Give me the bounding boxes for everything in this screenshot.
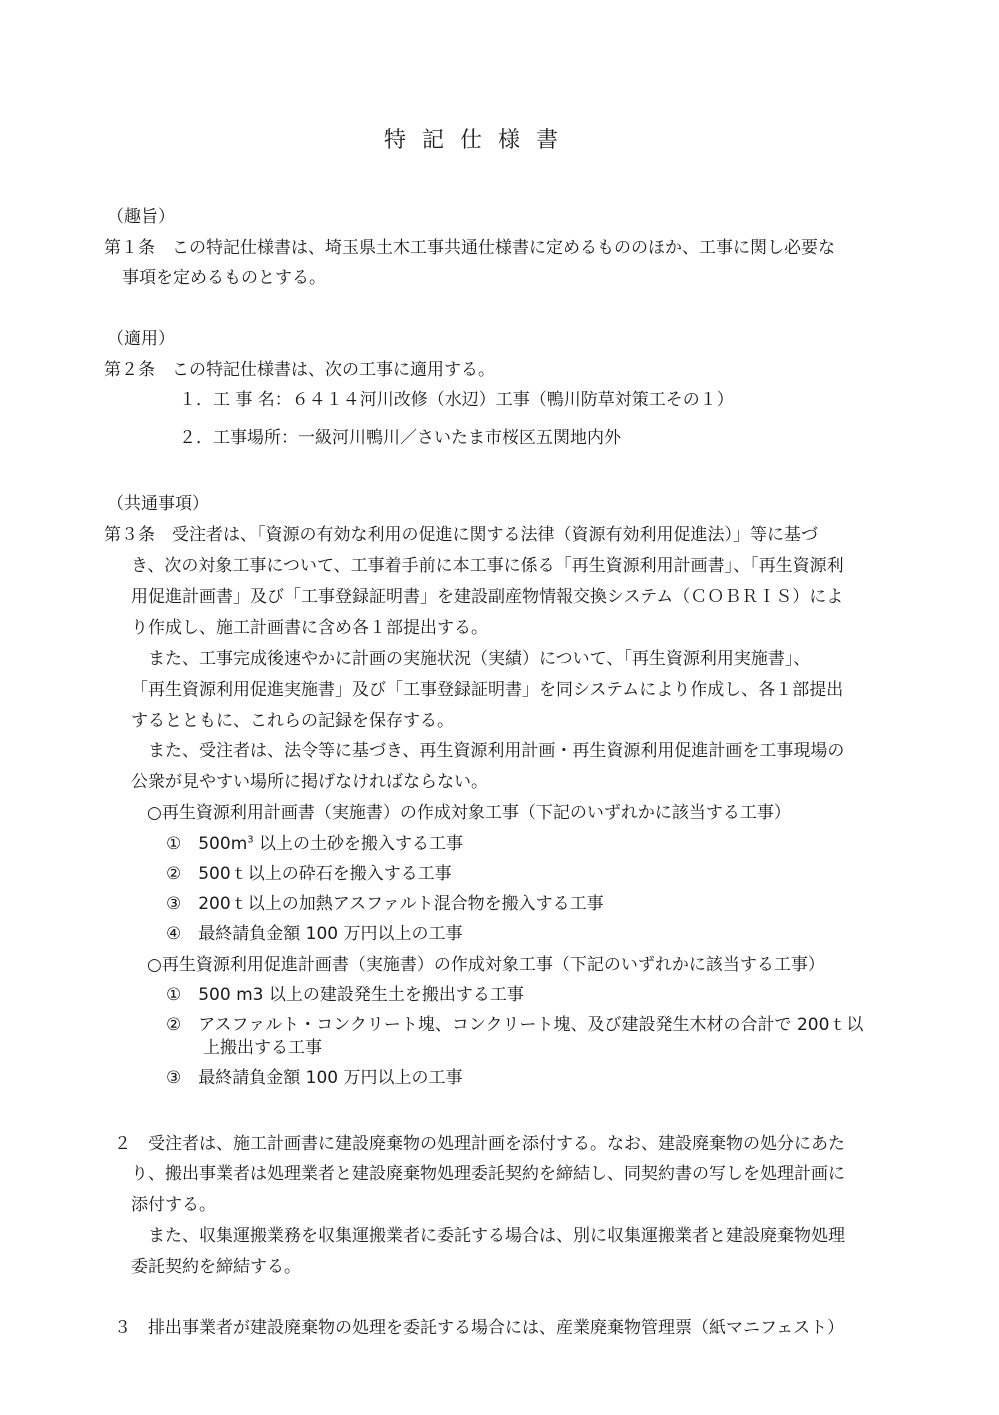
art3-p2-line1: また、工事完成後速やかに計画の実施状況（実績）について、「再生資源利用実施書」、	[148, 649, 811, 669]
art2-heading: （適用）	[107, 329, 175, 349]
list-b-item1: ① 500 m3 以上の建設発生土を搬出する工事	[166, 985, 524, 1005]
document-title: 特記仕様書	[384, 128, 575, 153]
art3-p2-line2: 「再生資源利用促進実施書」及び「工事登録証明書」を同システムにより作成し、各１部提出	[131, 680, 844, 700]
art2-item2: ２．工事場所：一級河川鴨川／さいたま市桜区五関地内外	[179, 428, 621, 448]
art3-p3-line1: また、受注者は、法令等に基づき、再生資源利用計画・再生資源利用促進計画を工事現場の	[148, 741, 845, 761]
sec2-line2: り、搬出事業者は処理業者と建設廃棄物処理委託契約を締結し、同契約書の写しを処理計画に	[131, 1164, 845, 1184]
list-b-head: ○再生資源利用促進計画書（実施書）の作成対象工事（下記のいずれかに該当する工事）	[147, 955, 825, 975]
art3-p1-line1: 第３条 受注者は、「資源の有効な利用の促進に関する法律（資源有効利用促進法）」等に基づ	[104, 525, 818, 545]
art2-line1: 第２条 この特記仕様書は、次の工事に適用する。	[104, 360, 495, 380]
sec2-line3: 添付する。	[131, 1195, 216, 1215]
art3-heading: （共通事項）	[107, 494, 209, 514]
art3-p1-line4: り作成し、施工計画書に含め各１部提出する。	[131, 618, 488, 638]
art1-heading: （趣旨）	[107, 207, 175, 227]
art3-p2-line3: するとともに、これらの記録を保存する。	[131, 711, 454, 731]
art1-line2: 事項を定めるものとする。	[122, 268, 326, 288]
list-a-item3: ③ 200ｔ以上の加熱アスファルト混合物を搬入する工事	[166, 894, 604, 914]
sec2b-line2: 委託契約を締結する。	[131, 1257, 301, 1277]
list-a-item4: ④ 最終請負金額 100 万円以上の工事	[166, 924, 463, 944]
sec2-line1: ２ 受注者は、施工計画書に建設廃棄物の処理計画を添付する。なお、建設廃棄物の処分にあた	[114, 1134, 845, 1154]
list-b-item2-line1: ② アスファルト・コンクリート塊、コンクリート塊、及び建設発生木材の合計で 200ｔ以	[166, 1015, 864, 1035]
art1-line1: 第１条 この特記仕様書は、埼玉県土木工事共通仕様書に定めるもののほか、工事に関し必要な	[104, 238, 835, 258]
art3-p1-line2: き、次の対象工事について、工事着手前に本工事に係る「再生資源利用計画書」、「再生資源利	[131, 556, 844, 576]
art2-item1: １．工 事 名：６４１４河川改修（水辺）工事（鴨川防草対策工その１）	[179, 390, 734, 410]
art3-p3-line2: 公衆が見やすい場所に掲げなければならない。	[131, 772, 488, 792]
list-a-head: ○再生資源利用計画書（実施書）の作成対象工事（下記のいずれかに該当する工事）	[147, 803, 791, 823]
list-b-item2-line2: 上搬出する工事	[203, 1038, 322, 1058]
sec3-line1: ３ 排出事業者が建設廃棄物の処理を委託する場合には、産業廃棄物管理票（紙マニフェスト）	[114, 1318, 845, 1338]
art3-p1-line3: 用促進計画書」及び「工事登録証明書」を建設副産物情報交換システム（ＣＯＢＲＩＳ）によ	[131, 587, 844, 607]
sec2b-line1: また、収集運搬業務を収集運搬業者に委託する場合は、別に収集運搬業者と建設廃棄物処理	[148, 1226, 845, 1246]
list-b-item3: ③ 最終請負金額 100 万円以上の工事	[166, 1068, 463, 1088]
list-a-item2: ② 500ｔ以上の砕石を搬入する工事	[166, 864, 452, 884]
list-a-item1: ① $500m^3$ 以上の土砂を搬入する工事	[166, 834, 464, 854]
